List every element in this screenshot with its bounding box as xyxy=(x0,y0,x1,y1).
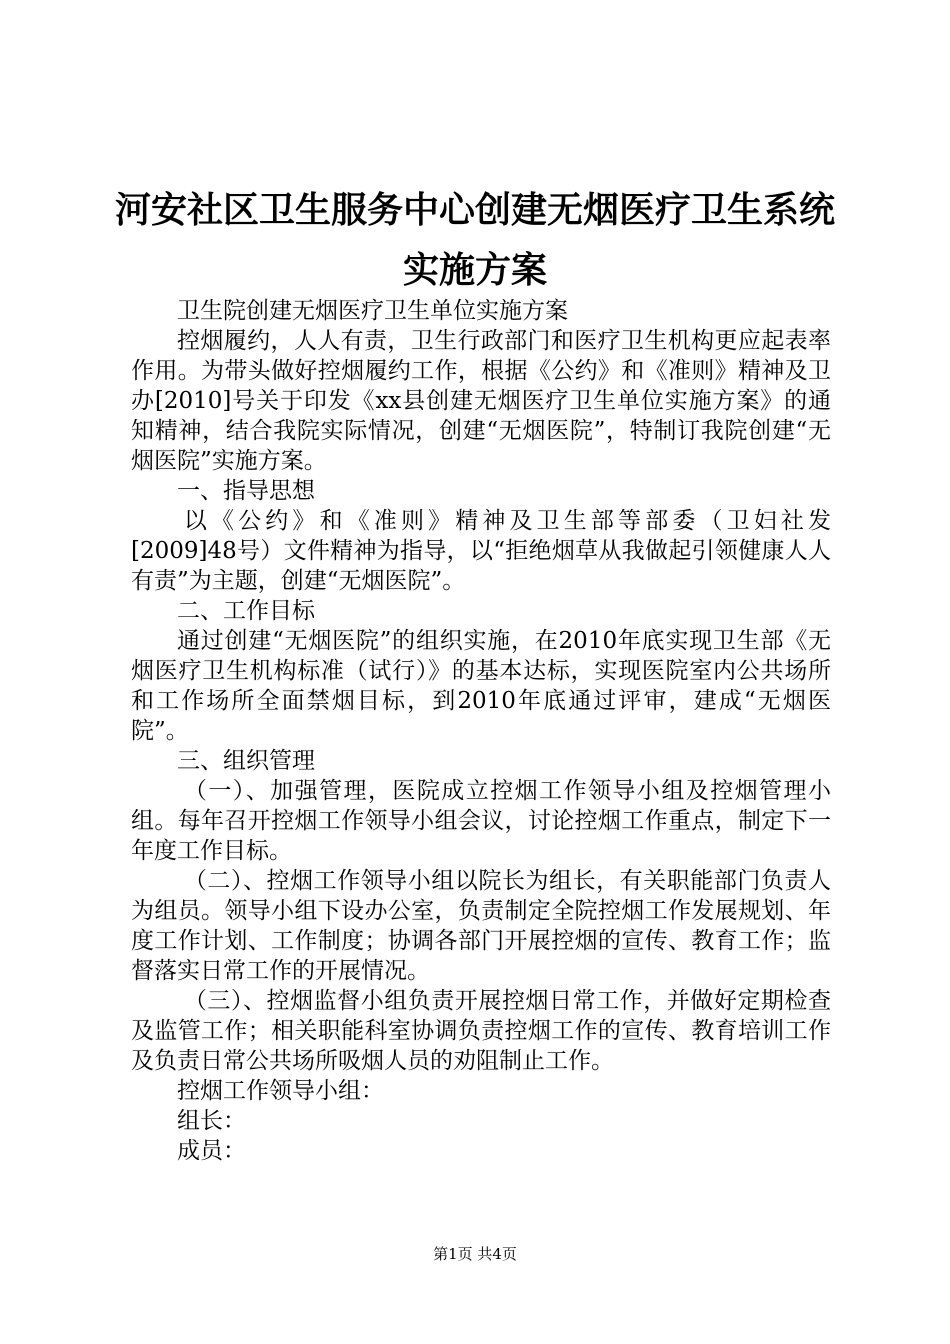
document-title-line-1: 河安社区卫生服务中心创建无烟医疗卫生系统 xyxy=(114,189,835,231)
document-title-line-2: 实施方案 xyxy=(402,249,547,291)
organization-item-3: （三）、控烟监督小组负责开展控烟日常工作，并做好定期检查及监管工作；相关职能科室协调负责控烟工作的宣传、教育培训工作及负责日常公共场所吸烟人员的劝阻制止工作。 xyxy=(131,988,831,1074)
section-heading-guiding-thought: 一、指导思想 xyxy=(177,478,315,504)
group-leader-label: 组长： xyxy=(177,1108,246,1134)
subtitle-paragraph: 卫生院创建无烟医疗卫生单位实施方案 xyxy=(177,298,568,324)
group-members-label: 成员： xyxy=(177,1138,246,1164)
leadership-group-label: 控烟工作领导小组： xyxy=(177,1078,384,1104)
work-goals-paragraph: 通过创建“无烟医院”的组织实施，在2010年底实现卫生部《无烟医疗卫生机构标准（试行）》的基本达标，实现医院室内公共场所和工作场所全面禁烟目标，到2010年底通过评审，建成“无烟医院”。 xyxy=(131,628,831,744)
document-body xyxy=(131,296,831,1166)
organization-item-2: （二）、控烟工作领导小组以院长为组长，有关职能部门负责人为组员。领导小组下设办公室，负责制定全院控烟工作发展规划、年度工作计划、工作制度；协调各部门开展控烟的宣传、教育工作；监督落实日常工作的开展情况。 xyxy=(131,868,831,984)
section-heading-work-goals: 二、工作目标 xyxy=(177,598,315,624)
organization-item-1: （一）、加强管理，医院成立控烟工作领导小组及控烟管理小组。每年召开控烟工作领导小组会议，讨论控烟工作重点，制定下一年度工作目标。 xyxy=(131,778,831,864)
page-footer: 第1页 共4页 xyxy=(433,1245,517,1263)
section-heading-organization: 三、组织管理 xyxy=(177,748,315,774)
intro-paragraph: 控烟履约，人人有责，卫生行政部门和医疗卫生机构更应起表率作用。为带头做好控烟履约工作，根据《公约》和《准则》精神及卫办[2010]号关于印发《xx县创建无烟医疗卫生单位实施方案》的通知精神，结合我院实际情况，创建“无烟医院”，特制订我院创建“无烟医院”实施方案。 xyxy=(131,328,831,474)
guiding-thought-paragraph: 以《公约》和《准则》精神及卫生部等部委（卫妇社发[2009]48号）文件精神为指导，以“拒绝烟草从我做起引领健康人人有责”为主题，创建“无烟医院”。 xyxy=(131,508,831,594)
